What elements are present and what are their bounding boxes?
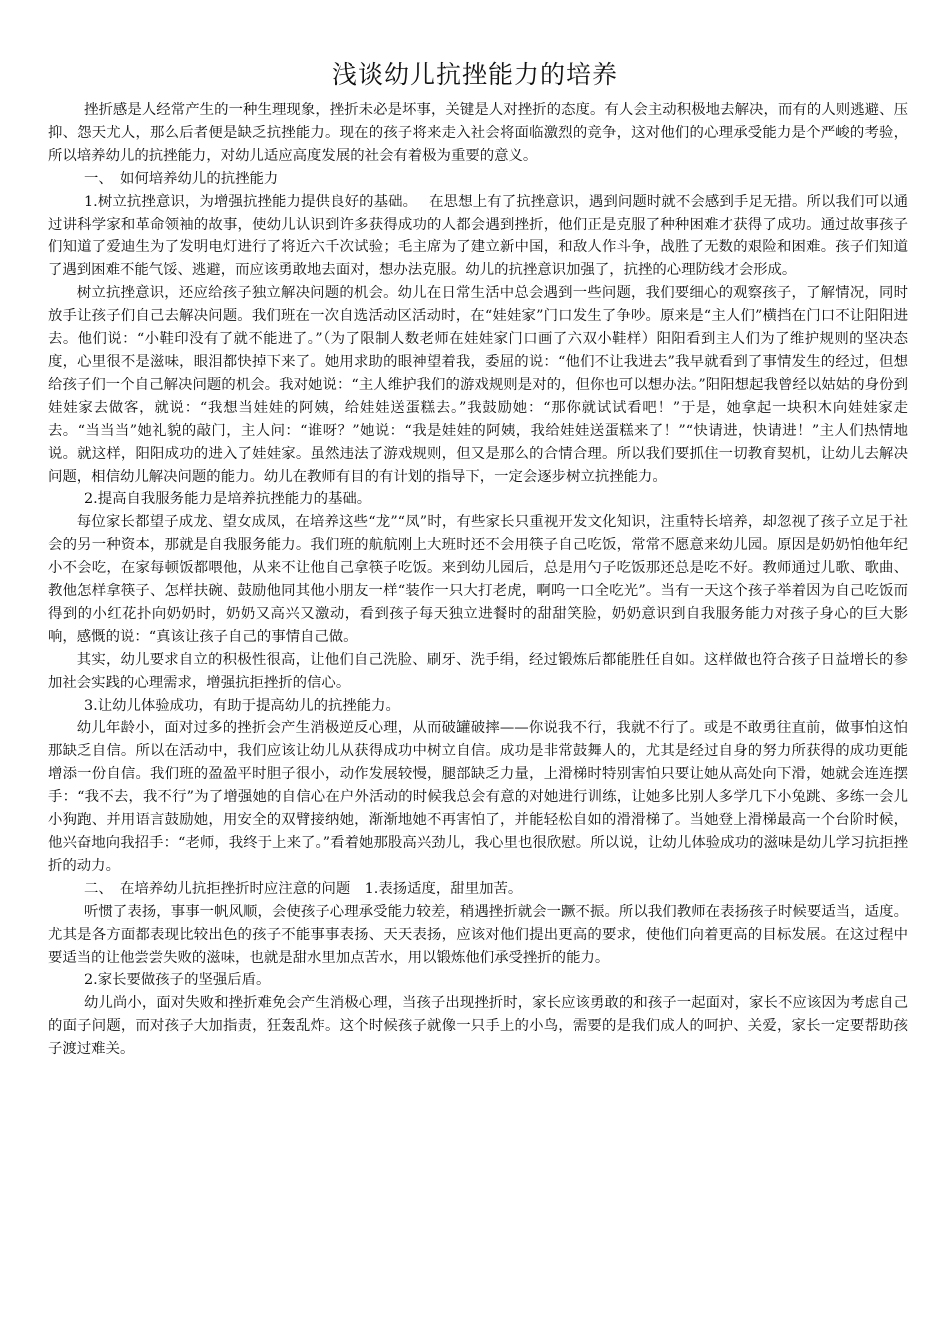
paragraph-1-1-b: 树立抗挫意识，还应给孩子独立解决问题的机会。幼儿在日常生活中总会遇到一些问题，我们要细心的观察孩子，了解情况，同时放手让孩子们自己去解决问题。我们班在一次自选活动区活动时，在“娃娃家”门口发生了争吵。原来是“主人们”横挡在门口不让阳阳进去。他们说：“小鞋印没有了就不能进了。”（为了限制人数老师在娃娃家门口画了六双小鞋样）阳阳看到主人们为了维护规则的坚决态度，心里很不是滋味，眼泪都快掉下来了。她用求助的眼神望着我，委屈的说：“他们不让我进去”我早就看到了事情发生的经过，但想给孩子们一个自己解决问题的机会。我对她说：“主人维护我们的游戏规则是对的，但你也可以想办法。”阳阳想起我曾经以姑姑的身份到娃娃家去做客，就说：“我想当娃娃的阿姨，给娃娃送蛋糕去。”我鼓励她：“那你就试试看吧！”于是，她拿起一块积木向娃娃家走去。“当当当”她礼貌的敲门，主人问：“谁呀？”她说：“我是娃娃的阿姨，我给娃娃送蛋糕来了！”“快请进，快请进！”主人们热情地说。就这样，阳阳成功的进入了娃娃家。虽然违法了游戏规则，但又是那么的合情合理。所以我们要抓住一切教育契机，让幼儿去解决问题，相信幼儿解决问题的能力。幼儿在教师有目的有计划的指导下，一定会逐步树立抗挫能力。 (48, 285, 908, 485)
paragraph-1-3: 幼儿年龄小，面对过多的挫折会产生消极逆反心理，从而破罐破摔——你说我不行，我就不行了。或是不敢勇往直前，做事怕这怕那缺乏自信。所以在活动中，我们应该让幼儿从获得成功中树立自信。成功是非常鼓舞人的，尤其是经过自身的努力所获得的成功更能增添一份自信。我们班的盈盈平时胆子很小，动作发展较慢，腿部缺乏力量，上滑梯时特别害怕只要让她从高处向下滑，她就会连连摆手：“我不去，我不行”为了增强她的自信心在户外活动的时候我总会有意的对她进行训练，让她多比别人多学几下小兔跳、多练一会儿小狗跑、并用语言鼓励她，用安全的双臂接纳她，渐渐地她不再害怕了，并能轻松自如的滑滑梯了。当她登上滑梯最高一个台阶时候，他兴奋地向我招手：“老师，我终于上来了。”看着她那股高兴劲儿，我心里也很欣慰。所以说，让幼儿体验成功的滋味是幼儿学习抗拒挫折的动力。 (48, 720, 908, 874)
subheading-1-2: 2.提高自我服务能力是培养抗挫能力的基础。 (84, 491, 372, 508)
subheading-1-3: 3.让幼儿体验成功，有助于提高幼儿的抗挫能力。 (84, 697, 400, 714)
section-heading-1: 一、 如何培养幼儿的抗挫能力 (84, 170, 279, 187)
paragraph-1-2-b: 其实，幼儿要求自立的积极性很高，让他们自己洗脸、刷牙、洗手绢，经过锻炼后都能胜任自如。这样做也符合孩子日益增长的参加社会实践的心理需求，增强抗拒挫折的信心。 (48, 651, 908, 691)
section-heading-2: 二、 在培养幼儿抗拒挫折时应注意的问题 1.表扬适度，甜里加苦。 (84, 880, 523, 897)
paragraph-2-2: 幼儿尚小，面对失败和挫折难免会产生消极心理，当孩子出现挫折时，家长应该勇敢的和孩子一起面对，家长不应该因为考虑自己的面子问题，而对孩子大加指责，狂轰乱炸。这个时候孩子就像一只手上的小鸟，需要的是我们成人的呵护、关爱，家长一定要帮助孩子渡过难关。 (48, 995, 908, 1058)
paragraph-intro: 挫折感是人经常产生的一种生理现象，挫折未必是坏事，关键是人对挫折的态度。有人会主动积极地去解决，而有的人则逃避、压抑、怨天尤人，那么后者便是缺乏抗挫能力。现在的孩子将来走入社会将面临激烈的竞争，这对他们的心理承受能力是个严峻的考验，所以培养幼儿的抗挫能力，对幼儿适应高度发展的社会有着极为重要的意义。 (48, 102, 908, 164)
paragraph-1-2: 每位家长都望子成龙、望女成凤，在培养这些“龙”“凤”时，有些家长只重视开发文化知识，注重特长培养，却忽视了孩子立足于社会的另一种资本，那就是自我服务能力。我们班的航航刚上大班时还不会用筷子自己吃饭，常常不愿意来幼儿园。原因是奶奶怕他年纪小不会吃，在家每顿饭都喂他，从来不让他自己拿筷子吃饭。来到幼儿园后，总是用勺子吃饭那还总是吃不好。教师通过儿歌、歌曲、教他怎样拿筷子、怎样扶碗、鼓励他同其他小朋友一样“装作一只大打老虎，啊呜一口全吃光”。当有一天这个孩子举着因为自己吃饭而得到的小红花扑向奶奶时，奶奶又高兴又激动，看到孩子每天独立进餐时的甜甜笑脸，奶奶意识到自我服务能力对孩子身心的巨大影响，感慨的说：“真该让孩子自己的事情自己做。 (48, 514, 908, 645)
paragraph-1-1: 1.树立抗挫意识，为增强抗挫能力提供良好的基础。 在思想上有了抗挫意识，遇到问题时就不会感到手足无措。所以我们可以通过讲科学家和革命领袖的故事，使幼儿认识到许多获得成功的人都会遇到挫折，他们正是克服了种种困难才获得了成功。通过故事孩子们知道了爱迪生为了发明电灯进行了将近六千次试验；毛主席为了建立新中国，和敌人作斗争，战胜了无数的艰险和困难。孩子们知道了遇到困难不能气馁、逃避，而应该勇敢地去面对，想办法克服。幼儿的抗挫意识加强了，抗挫的心理防线才会形成。 (48, 193, 908, 279)
subheading-2-2: 2.家长要做孩子的坚强后盾。 (84, 972, 271, 989)
paragraph-2-1: 听惯了表扬，事事一帆风顺，会使孩子心理承受能力较差，稍遇挫折就会一蹶不振。所以我们教师在表扬孩子时候要适当，适度。尤其是各方面都表现比较出色的孩子不能事事表扬、天天表扬，应该对他们提出更高的要求，使他们向着更高的目标发展。在这过程中要适当的让他尝尝失败的滋味，也就是甜水里加点苦水，用以锻炼他们承受挫折的能力。 (48, 903, 908, 966)
document-title: 浅谈幼儿抗挫能力的培养 (331, 60, 618, 89)
document-body (48, 99, 908, 1061)
